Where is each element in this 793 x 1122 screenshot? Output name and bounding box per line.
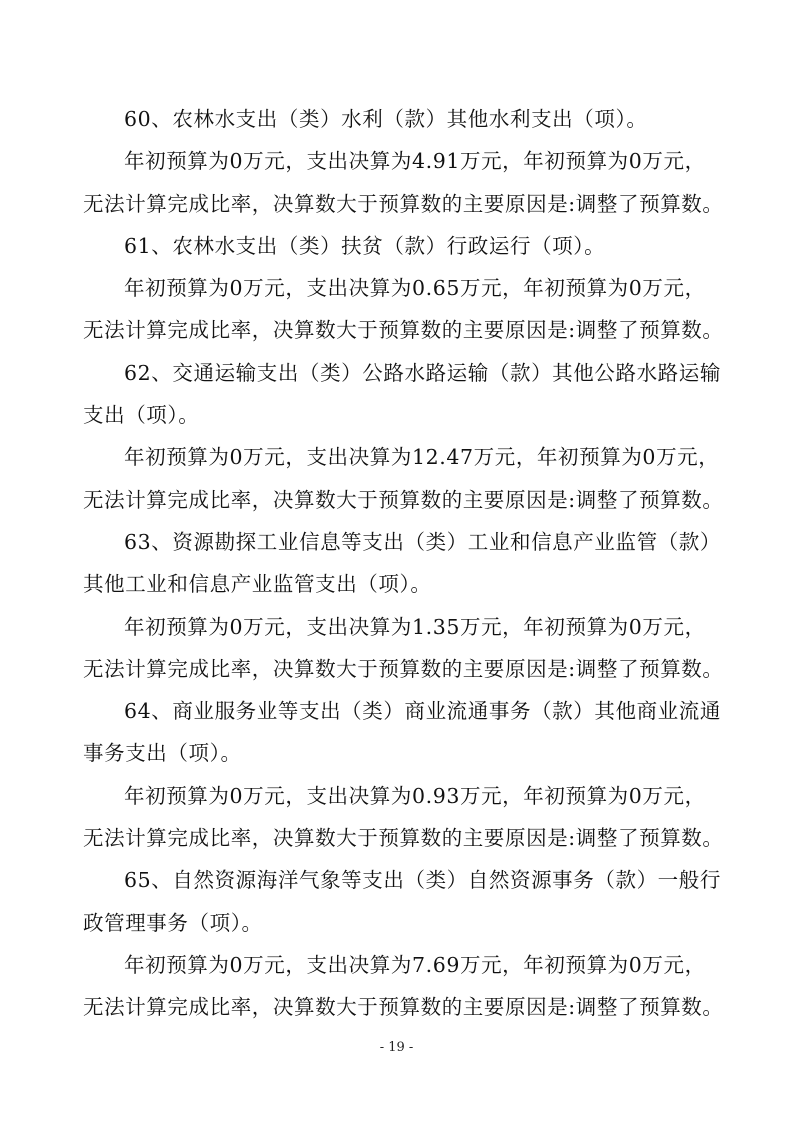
item-60-heading: 60、农林水支出（类）水利（款）其他水利支出（项）。 — [124, 107, 648, 131]
item-65-detail: 年初预算为0万元，支出决算为7.69万元，年初预算为0万元， — [124, 952, 706, 977]
item-65-heading-cont: 政管理事务（项）。 — [83, 910, 263, 935]
item-62-heading: 62、交通运输支出（类）公路水路运输（款）其他公路水路运输 — [124, 360, 721, 385]
item-65-heading: 65、自然资源海洋气象等支出（类）自然资源事务（款）一般行 — [124, 868, 721, 893]
item-64-heading: 64、商业服务业等支出（类）商业流通事务（款）其他商业流通 — [124, 699, 721, 724]
page-number: - 19 - — [379, 1040, 414, 1055]
item-64-heading-cont: 事务支出（项）。 — [83, 741, 242, 766]
item-63-heading: 63、资源勘探工业信息等支出（类）工业和信息产业监管（款） — [124, 529, 721, 554]
item-63-reason: 无法计算完成比率，决算数大于预算数的主要原因是:调整了预算数。 — [83, 656, 724, 681]
item-65-reason: 无法计算完成比率，决算数大于预算数的主要原因是:调整了预算数。 — [83, 995, 724, 1020]
item-63-heading-cont: 其他工业和信息产业监管支出（项）。 — [83, 572, 432, 597]
item-64-detail: 年初预算为0万元，支出决算为0.93万元，年初预算为0万元， — [124, 783, 706, 808]
item-61-detail: 年初预算为0万元，支出决算为0.65万元，年初预算为0万元， — [124, 276, 706, 301]
item-62-detail: 年初预算为0万元，支出决算为12.47万元，年初预算为0万元， — [124, 445, 720, 470]
item-64-reason: 无法计算完成比率，决算数大于预算数的主要原因是:调整了预算数。 — [83, 826, 724, 851]
item-61-heading: 61、农林水支出（类）扶贫（款）行政运行（项）。 — [124, 233, 606, 258]
item-62-heading-cont: 支出（项）。 — [83, 403, 200, 428]
item-60-detail: 年初预算为0万元，支出决算为4.91万元，年初预算为0万元， — [124, 149, 706, 174]
item-60-reason: 无法计算完成比率，决算数大于预算数的主要原因是:调整了预算数。 — [83, 191, 724, 216]
item-62-reason: 无法计算完成比率，决算数大于预算数的主要原因是:调整了预算数。 — [83, 487, 724, 512]
item-61-reason: 无法计算完成比率，决算数大于预算数的主要原因是:调整了预算数。 — [83, 318, 724, 343]
item-63-detail: 年初预算为0万元，支出决算为1.35万元，年初预算为0万元， — [124, 614, 706, 639]
document-body — [83, 98, 723, 1029]
